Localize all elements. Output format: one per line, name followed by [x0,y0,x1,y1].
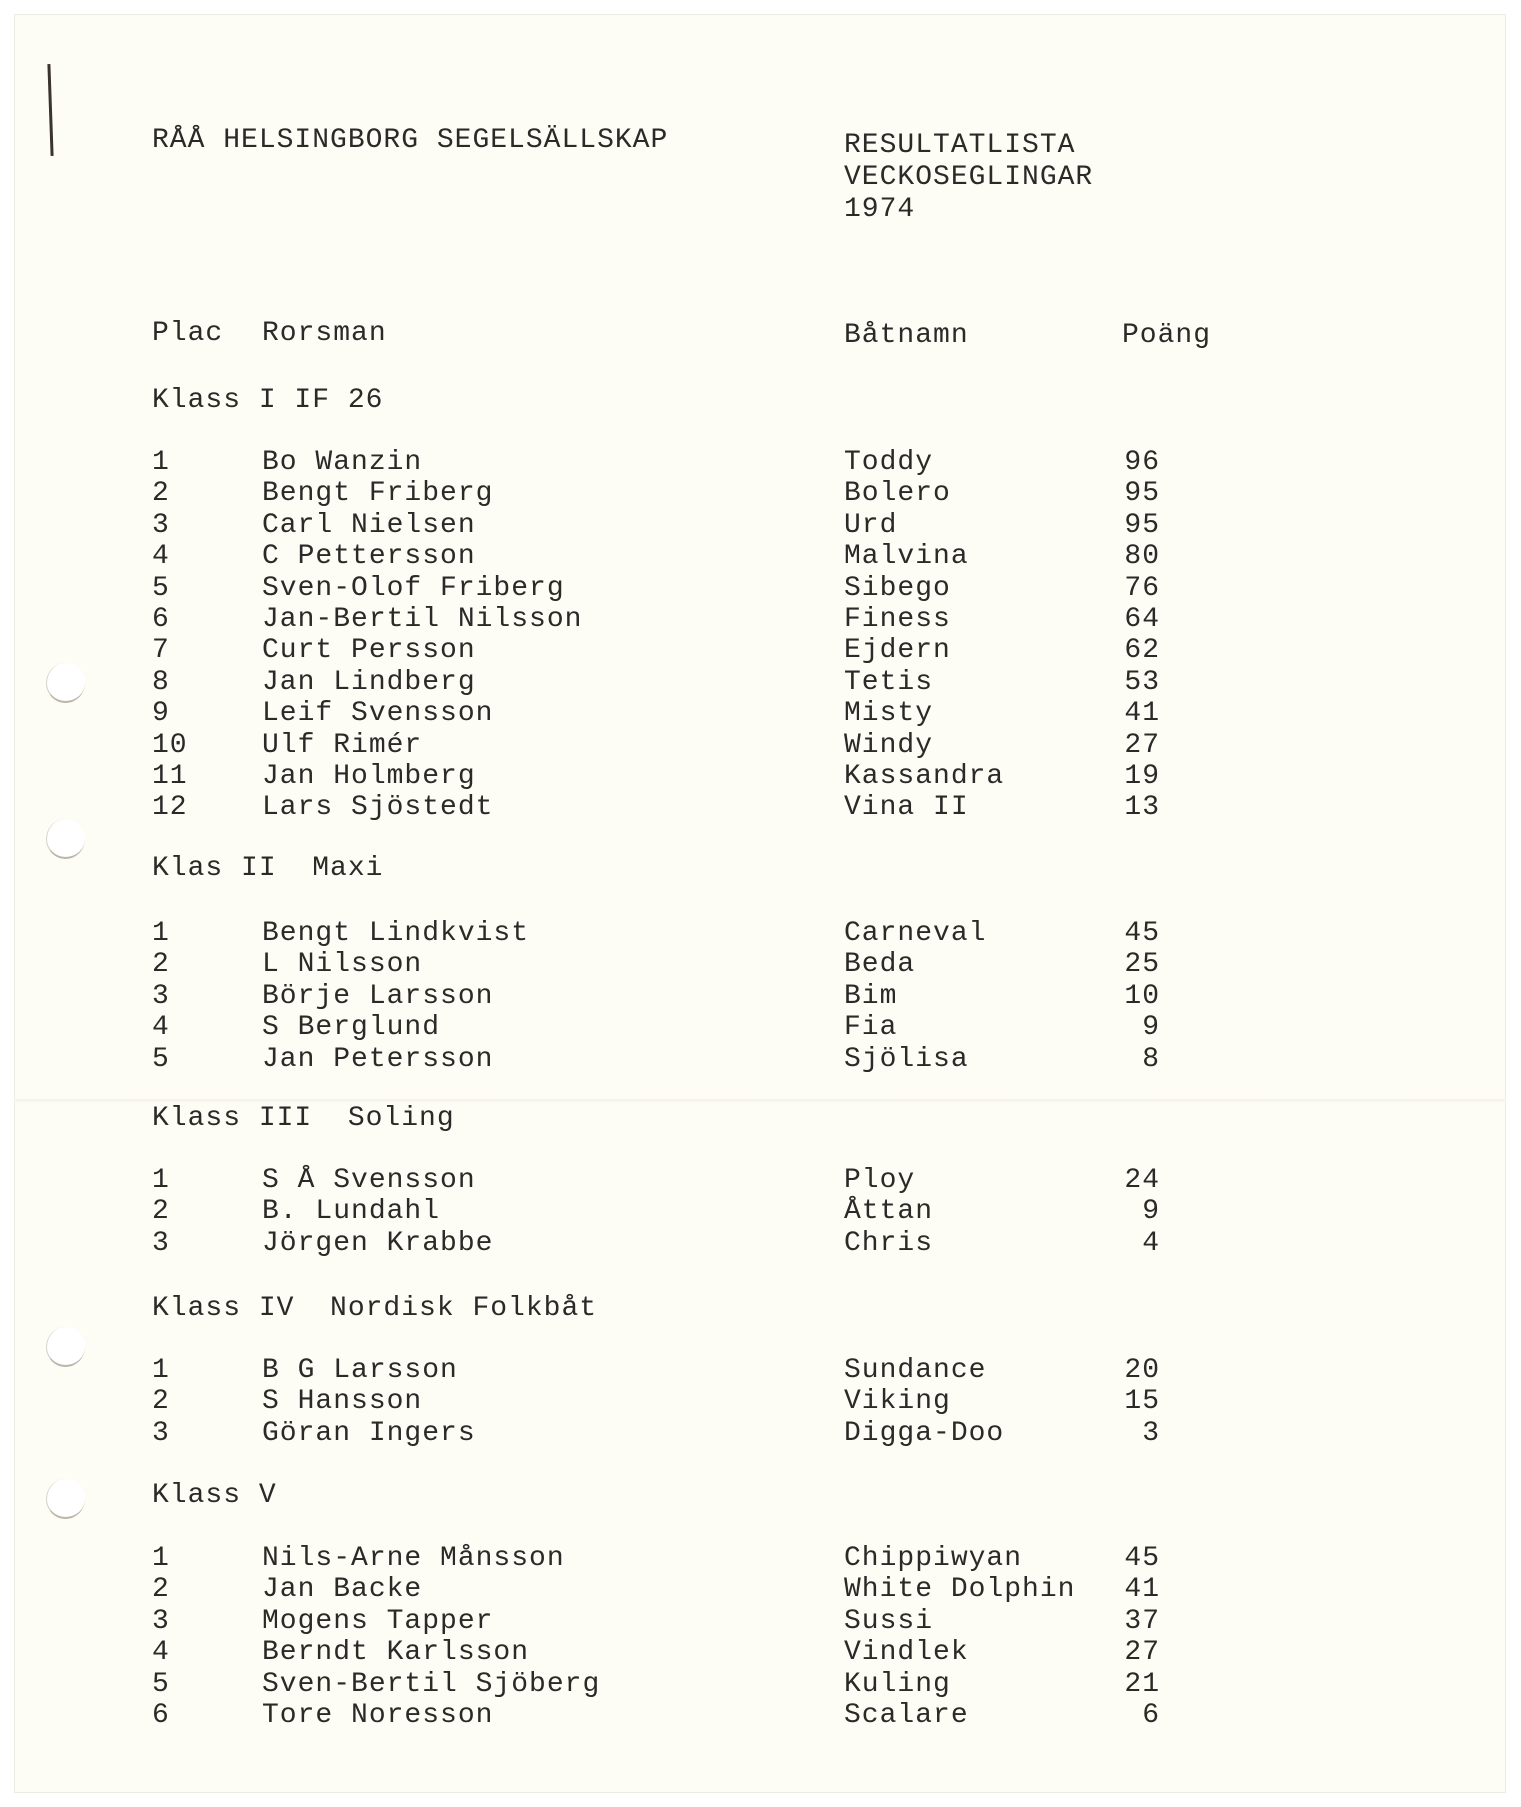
boat-name: Chris [844,1227,934,1259]
boat-name: Sundance [844,1355,987,1386]
place: 7 [152,635,170,667]
class-title: Klass V [152,1480,277,1511]
result-row [14,793,1506,824]
place: 6 [152,1699,170,1731]
helmsman: B G Larsson [262,1355,458,1386]
boat-name: Sussi [844,1605,934,1637]
boat-name: Digga-Doo [844,1417,1005,1449]
pen-mark [47,64,53,156]
class-title: Klass I IF 26 [152,385,384,416]
place: 1 [152,1543,170,1574]
class-title: Klass IV Nordisk Folkbåt [152,1293,598,1324]
result-rows [14,448,1506,825]
place: 3 [152,1227,170,1259]
place: 5 [152,1668,170,1700]
result-rows [14,919,1506,1076]
paper-sheet [14,14,1506,1793]
helmsman: Mogens Tapper [262,1605,494,1637]
title-line-2: VECKOSEGLINGAR [844,162,1094,193]
helmsman: Jan-Bertil Nilsson [262,603,583,635]
points: 96 [1124,447,1160,478]
points: 6 [1142,1699,1160,1731]
helmsman: Jan Petersson [262,1043,494,1075]
title-line-1: RESULTATLISTA [844,130,1076,161]
boat-name: Sibego [844,572,951,604]
result-row [14,1419,1506,1450]
points: 10 [1124,980,1160,1012]
result-row [14,1197,1506,1228]
points: 8 [1142,1043,1160,1075]
result-row [14,919,1506,950]
helmsman: Berndt Karlsson [262,1637,530,1669]
result-row [14,1638,1506,1669]
boat-name: Scalare [844,1699,969,1731]
boat-name: Tetis [844,666,934,698]
result-row [14,668,1506,699]
points: 13 [1124,792,1160,824]
helmsman: Sven-Bertil Sjöberg [262,1668,601,1700]
result-row [14,699,1506,730]
place: 8 [152,666,170,698]
boat-name: Urd [844,509,898,541]
place: 11 [152,760,188,792]
helmsman: Jan Holmberg [262,760,476,792]
points: 45 [1124,918,1160,949]
helmsman: Carl Nielsen [262,509,476,541]
result-row [14,479,1506,510]
place: 2 [152,949,170,981]
boat-name: White Dolphin [844,1574,1076,1606]
helmsman: Jan Backe [262,1574,423,1606]
boat-name: Misty [844,698,934,730]
result-row [14,605,1506,636]
boat-name: Toddy [844,447,934,478]
points: 45 [1124,1543,1160,1574]
result-row [14,542,1506,573]
title-year: 1974 [844,194,916,225]
result-row [14,448,1506,479]
result-row [14,1607,1506,1638]
boat-name: Ploy [844,1165,916,1196]
helmsman: Bengt Lindkvist [262,918,530,949]
place: 9 [152,698,170,730]
helmsman: Ulf Rimér [262,729,423,761]
column-header-points: Poäng [1122,320,1212,351]
helmsman: Sven-Olof Friberg [262,572,565,604]
boat-name: Carneval [844,918,987,949]
place: 5 [152,1043,170,1075]
result-row [14,1045,1506,1076]
place: 5 [152,572,170,604]
helmsman: Jan Lindberg [262,666,476,698]
points: 41 [1124,1574,1160,1606]
result-rows [14,1356,1506,1450]
helmsman: Jörgen Krabbe [262,1227,494,1259]
helmsman: Börje Larsson [262,980,494,1012]
result-row [14,574,1506,605]
result-row [14,1166,1506,1197]
boat-name: Finess [844,603,951,635]
points: 64 [1124,603,1160,635]
helmsman: Nils-Arne Månsson [262,1543,565,1574]
helmsman: Lars Sjöstedt [262,792,494,824]
points: 19 [1124,760,1160,792]
result-row [14,1229,1506,1260]
place: 1 [152,1165,170,1196]
result-row [14,731,1506,762]
place: 1 [152,1355,170,1386]
place: 4 [152,1012,170,1044]
result-row [14,1670,1506,1701]
result-row [14,1356,1506,1387]
helmsman: S Å Svensson [262,1165,476,1196]
place: 1 [152,447,170,478]
points: 25 [1124,949,1160,981]
result-rows [14,1544,1506,1732]
boat-name: Bolero [844,478,951,510]
result-row [14,762,1506,793]
boat-name: Chippiwyan [844,1543,1023,1574]
result-row [14,950,1506,981]
place: 10 [152,729,188,761]
points: 62 [1124,635,1160,667]
result-row [14,1701,1506,1732]
result-row [14,982,1506,1013]
points: 53 [1124,666,1160,698]
boat-name: Windy [844,729,934,761]
punch-hole [46,1479,85,1519]
points: 95 [1124,509,1160,541]
helmsman: S Berglund [262,1012,441,1044]
result-row [14,1575,1506,1606]
result-row [14,1544,1506,1575]
place: 2 [152,1386,170,1418]
points: 9 [1142,1012,1160,1044]
points: 9 [1142,1196,1160,1228]
place: 12 [152,792,188,824]
place: 3 [152,1605,170,1637]
boat-name: Sjölisa [844,1043,969,1075]
points: 3 [1142,1417,1160,1449]
column-header-boat: Båtnamn [844,320,969,351]
boat-name: Fia [844,1012,898,1044]
result-row [14,1013,1506,1044]
points: 80 [1124,541,1160,573]
column-header-place: Plac [152,318,224,349]
helmsman: L Nilsson [262,949,423,981]
boat-name: Bim [844,980,898,1012]
points: 21 [1124,1668,1160,1700]
boat-name: Kuling [844,1668,951,1700]
points: 37 [1124,1605,1160,1637]
class-title: Klass III Soling [152,1103,455,1134]
place: 6 [152,603,170,635]
helmsman: C Pettersson [262,541,476,573]
column-header-helmsman: Rorsman [262,318,387,349]
place: 3 [152,1417,170,1449]
document-title [844,130,1093,226]
result-row [14,636,1506,667]
class-title: Klas II Maxi [152,853,384,884]
boat-name: Beda [844,949,916,981]
helmsman: Göran Ingers [262,1417,476,1449]
helmsman: S Hansson [262,1386,423,1418]
points: 24 [1124,1165,1160,1196]
helmsman: B. Lundahl [262,1196,441,1228]
helmsman: Leif Svensson [262,698,494,730]
helmsman: Bo Wanzin [262,447,423,478]
place: 4 [152,1637,170,1669]
helmsman: Tore Noresson [262,1699,494,1731]
boat-name: Åttan [844,1196,934,1228]
points: 15 [1124,1386,1160,1418]
helmsman: Curt Persson [262,635,476,667]
place: 2 [152,478,170,510]
punch-hole [46,819,85,859]
paper-fold [14,1099,1506,1102]
result-row [14,1387,1506,1418]
points: 20 [1124,1355,1160,1386]
points: 27 [1124,1637,1160,1669]
helmsman: Bengt Friberg [262,478,494,510]
place: 4 [152,541,170,573]
place: 3 [152,980,170,1012]
boat-name: Vina II [844,792,969,824]
points: 76 [1124,572,1160,604]
points: 27 [1124,729,1160,761]
boat-name: Malvina [844,541,969,573]
place: 2 [152,1574,170,1606]
points: 4 [1142,1227,1160,1259]
boat-name: Ejdern [844,635,951,667]
place: 3 [152,509,170,541]
boat-name: Kassandra [844,760,1005,792]
club-name: RÅÅ HELSINGBORG SEGELSÄLLSKAP [152,125,669,156]
points: 95 [1124,478,1160,510]
result-rows [14,1166,1506,1260]
place: 2 [152,1196,170,1228]
boat-name: Viking [844,1386,951,1418]
place: 1 [152,918,170,949]
boat-name: Vindlek [844,1637,969,1669]
points: 41 [1124,698,1160,730]
result-row [14,511,1506,542]
